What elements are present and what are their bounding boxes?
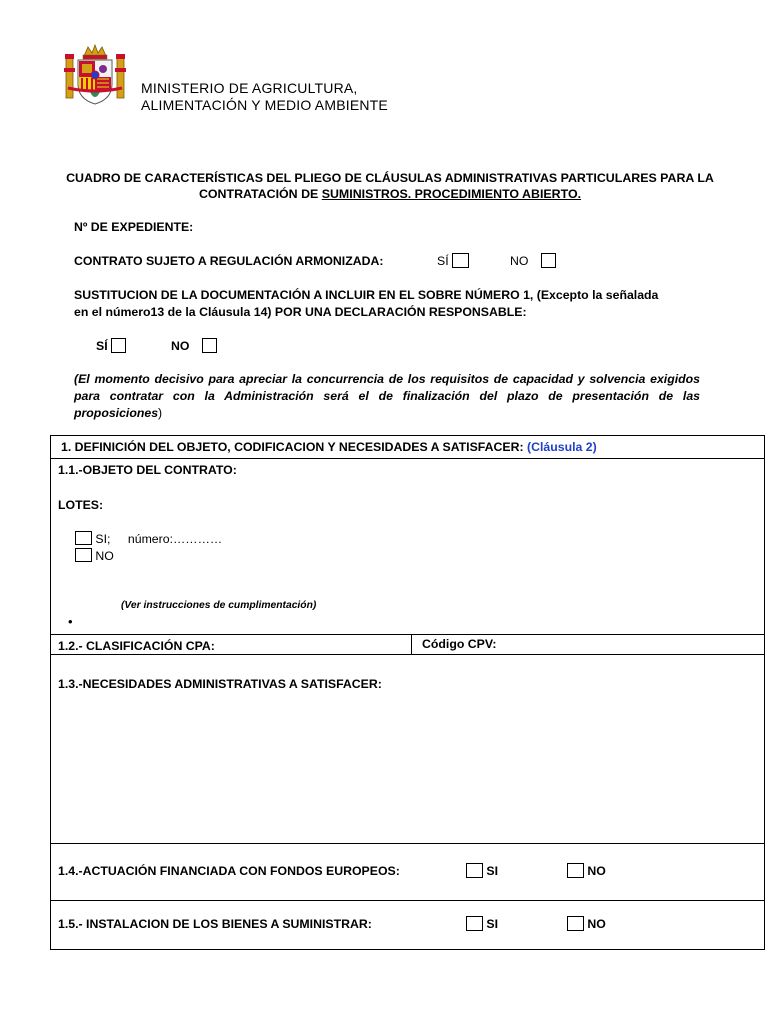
divider [51,900,764,901]
sustitucion-no-option[interactable] [171,338,217,353]
regulacion-label: CONTRATO SUJETO A REGULACIÓN ARMONIZADA: [74,254,384,268]
sustitucion-yes-label: SÍ [96,339,108,353]
coat-of-arms-logo [64,44,126,106]
fondos-no-label: NO [587,864,606,878]
sustitucion-no-checkbox[interactable] [202,338,217,353]
cpa-label: 1.2.- CLASIFICACIÓN CPA: [58,639,215,653]
regulacion-no-option[interactable] [510,253,556,268]
regulacion-yes-label: SÍ [437,254,449,268]
section1-header-text: 1. DEFINICIÓN DEL OBJETO, CODIFICACION Y NECESIDADES A SATISFACER: [61,440,524,454]
lotes-si-checkbox[interactable] [75,531,92,545]
sustitucion-yes-checkbox[interactable] [111,338,126,353]
lotes-numero-label: número:………… [127,532,223,546]
instrucciones-note: (Ver instrucciones de cumplimentación) [121,600,317,611]
sustitucion-line-1: SUSTITUCION DE LA DOCUMENTACIÓN A INCLUIR EN EL SOBRE NÚMERO 1, (Excepto la señalada [74,288,659,302]
instalacion-no-checkbox[interactable] [567,916,584,931]
note-close: ) [158,406,163,420]
divider [51,843,764,844]
title-line-2-prefix: CONTRATACIÓN DE [198,187,322,201]
regulacion-yes-checkbox[interactable] [452,253,469,268]
note-text: (El momento decisivo para apreciar la concurrencia de los requisitos de capacidad y solvencia exigidos para contratar con la Administración será el de finalización del plazo de presentación de las proposiciones [74,372,700,420]
instalacion-no-label: NO [587,917,606,931]
characteristics-table [50,435,765,950]
regulacion-no-checkbox[interactable] [541,253,556,268]
document-title [40,170,740,202]
divider [51,458,764,459]
note-paragraph [74,371,700,422]
ministry-line-1: MINISTERIO DE AGRICULTURA, [141,80,358,96]
sustitucion-line-2: en el número13 de la Cláusula 14) POR UNA DECLARACIÓN RESPONSABLE: [74,305,527,319]
fondos-no-checkbox[interactable] [567,863,584,878]
divider [411,634,412,654]
lotes-no-checkbox[interactable] [75,548,92,562]
fondos-si-checkbox[interactable] [466,863,483,878]
lotes-label: LOTES: [58,498,104,512]
instalacion-label [58,917,372,931]
necesidades-label: 1.3.-NECESIDADES ADMINISTRATIVAS A SATISFACER: [58,677,382,691]
sustitucion-no-label: NO [171,339,190,353]
expediente-label: Nº DE EXPEDIENTE: [74,220,194,234]
fondos-no-option[interactable] [567,863,606,878]
sustitucion-yes-option[interactable] [96,338,126,353]
lotes-si-label: SI; [95,532,111,546]
instalacion-label-text: 1.5.- INSTALACION DE LOS BIENES A SUMINISTRAR: [58,917,372,931]
bullet: • [68,614,73,629]
instalacion-si-option[interactable] [466,916,498,931]
lotes-no-label: NO [95,549,114,563]
ministry-line-2: ALIMENTACIÓN Y MEDIO AMBIENTE [141,97,388,113]
title-line-1: CUADRO DE CARACTERÍSTICAS DEL PLIEGO DE CLÁUSULAS ADMINISTRATIVAS PARTICULARES PARA LA [66,171,714,185]
regulacion-yes-option[interactable] [437,253,469,268]
ministry-name [141,80,388,114]
fondos-si-label: SI [486,864,499,878]
section1-clause-link[interactable]: (Cláusula 2) [526,440,597,454]
lotes-no-option[interactable] [75,548,114,563]
section1-header [61,440,597,454]
title-line-2 [40,186,740,202]
divider [51,634,764,635]
objeto-label: 1.1.-OBJETO DEL CONTRATO: [58,463,237,477]
instalacion-si-label: SI [486,917,499,931]
divider [51,654,764,655]
instalacion-no-option[interactable] [567,916,606,931]
regulacion-no-label: NO [510,254,529,268]
instalacion-si-checkbox[interactable] [466,916,483,931]
cpv-label: Código CPV: [422,637,497,651]
title-line-2-underlined: SUMINISTROS. PROCEDIMIENTO ABIERTO. [321,187,582,201]
lotes-si-option[interactable] [75,531,222,546]
fondos-si-option[interactable] [466,863,498,878]
fondos-label: 1.4.-ACTUACIÓN FINANCIADA CON FONDOS EUROPEOS: [58,864,400,878]
sustitucion-text [74,287,658,321]
